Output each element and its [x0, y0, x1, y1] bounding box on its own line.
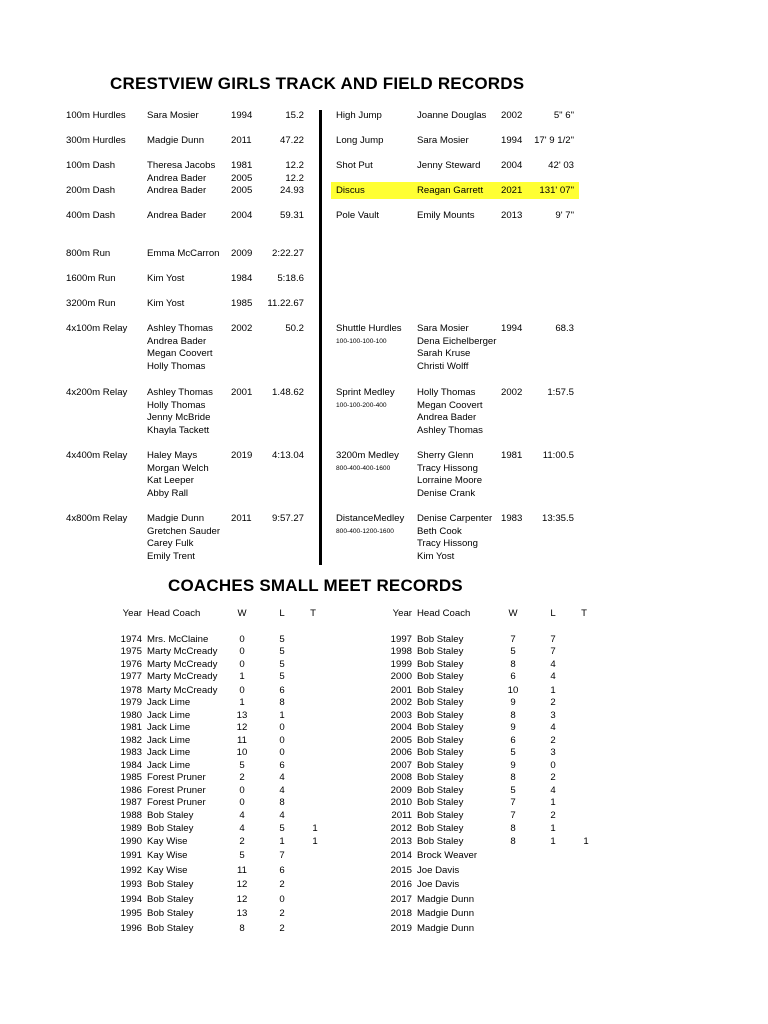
- coach-wins: 11: [237, 865, 247, 876]
- coach-wins: 5: [239, 760, 245, 771]
- coach-name: Madgie Dunn: [417, 908, 475, 919]
- event-name: Shot Put: [336, 160, 373, 171]
- coach-losses: 1: [279, 836, 285, 847]
- coach-wins: 0: [239, 659, 245, 670]
- event-label: 1600m Run: [66, 273, 116, 284]
- event-label: 100m Hurdles: [66, 110, 126, 121]
- coach-wins: 8: [510, 823, 516, 834]
- coach-header-l: L: [279, 608, 285, 619]
- coach-losses: 7: [550, 646, 556, 657]
- record-mark: 9:57.27: [271, 513, 304, 524]
- record-mark: 5" 6": [553, 110, 574, 121]
- event-split-distances: 800-400-400-1600: [336, 464, 391, 472]
- coach-wins: 2: [239, 836, 245, 847]
- coach-name: Bob Staley: [417, 646, 464, 657]
- coach-wins: 4: [239, 810, 245, 821]
- coach-year: 1985: [120, 772, 142, 783]
- coach-wins: 9: [510, 760, 516, 771]
- coach-name: Joe Davis: [417, 865, 460, 876]
- record-mark: 13:35.5: [541, 513, 574, 524]
- coach-year: 1979: [120, 697, 142, 708]
- coach-name: Marty McCready: [147, 659, 218, 670]
- coach-name: Bob Staley: [417, 747, 464, 758]
- coach-name: Bob Staley: [417, 659, 464, 670]
- athlete-names: Andrea Bader: [147, 185, 207, 196]
- record-year: 2013: [501, 210, 523, 221]
- coach-losses: 0: [279, 722, 285, 733]
- coach-name: Bob Staley: [147, 879, 194, 890]
- coach-year: 1988: [120, 810, 142, 821]
- event-split-distances: 100-100-100-100: [336, 337, 387, 345]
- event-label: [336, 450, 399, 475]
- record-mark: 131' 07": [539, 185, 574, 196]
- coach-name: Madgie Dunn: [417, 923, 475, 934]
- record-mark: 59.31: [279, 210, 304, 221]
- coach-wins: 5: [239, 850, 245, 861]
- record-year: 2004: [501, 160, 523, 171]
- event-label: 4x800m Relay: [66, 513, 128, 524]
- coach-losses: 4: [279, 810, 285, 821]
- coach-name: Forest Pruner: [147, 772, 206, 783]
- event-name: Pole Vault: [336, 210, 380, 221]
- record-year: 1985: [231, 298, 253, 309]
- coach-wins: 10: [236, 747, 248, 758]
- coach-name: Bob Staley: [417, 797, 464, 808]
- athlete-names: Emma McCarron: [147, 248, 220, 259]
- coach-name: Brock Weaver: [417, 850, 478, 861]
- coach-wins: 8: [510, 710, 516, 721]
- coach-losses: 7: [279, 850, 285, 861]
- event-label: [336, 387, 395, 412]
- coach-losses: 6: [279, 865, 285, 876]
- coach-wins: 7: [510, 797, 516, 808]
- coach-name: Jack Lime: [147, 722, 191, 733]
- event-name: 3200m Medley: [336, 450, 399, 461]
- event-label: [336, 160, 373, 173]
- coach-losses: 5: [279, 671, 285, 682]
- coach-name: Bob Staley: [417, 810, 464, 821]
- athlete-names: Sara Mosier Dena Eichelberger Sarah Kruse Christi Wolff: [417, 323, 497, 372]
- coach-year: 1995: [120, 908, 142, 919]
- coach-year: 2009: [390, 785, 412, 796]
- coach-wins: 8: [510, 836, 516, 847]
- coach-wins: 10: [507, 685, 519, 696]
- coach-year: 2001: [390, 685, 412, 696]
- athlete-names: Kim Yost: [147, 298, 185, 309]
- coach-losses: 0: [279, 735, 285, 746]
- coach-year: 2008: [390, 772, 412, 783]
- record-mark: 15.2: [285, 110, 304, 121]
- coach-losses: 5: [279, 659, 285, 670]
- coach-name: Bob Staley: [417, 697, 464, 708]
- coach-year: 1993: [120, 879, 142, 890]
- record-mark: 1.48.62: [271, 387, 304, 398]
- coach-year: 2019: [390, 923, 412, 934]
- coach-year: 2000: [390, 671, 412, 682]
- coach-year: 1983: [120, 747, 142, 758]
- record-mark: 12.2 12.2: [285, 160, 304, 184]
- coach-wins: 8: [239, 923, 245, 934]
- event-split-distances: 100-100-200-400: [336, 401, 387, 409]
- coach-losses: 8: [279, 697, 285, 708]
- coach-losses: 1: [279, 710, 285, 721]
- coach-year: 1991: [120, 850, 142, 861]
- coach-year: 1997: [390, 634, 412, 645]
- coach-header-t: T: [581, 608, 587, 619]
- athlete-names: Reagan Garrett: [417, 185, 484, 196]
- coach-name: Jack Lime: [147, 735, 191, 746]
- coach-year: 1980: [120, 710, 142, 721]
- coaches-title: COACHES SMALL MEET RECORDS: [168, 576, 463, 595]
- coach-name: Joe Davis: [417, 879, 460, 890]
- coach-wins: 8: [510, 659, 516, 670]
- coach-wins: 12: [236, 879, 248, 890]
- record-mark: 1:57.5: [547, 387, 574, 398]
- coach-name: Bob Staley: [417, 772, 464, 783]
- coach-losses: 1: [550, 823, 556, 834]
- coach-year: 2003: [390, 710, 412, 721]
- coach-losses: 0: [279, 894, 285, 905]
- coach-name: Bob Staley: [417, 823, 464, 834]
- coach-year: 2014: [390, 850, 412, 861]
- record-year: 2021: [501, 185, 523, 196]
- coach-losses: 5: [279, 823, 285, 834]
- event-label: 3200m Run: [66, 298, 116, 309]
- coach-year: 2011: [391, 810, 412, 821]
- coach-year: 2018: [390, 908, 412, 919]
- coach-wins: 12: [236, 722, 248, 733]
- coach-name: Bob Staley: [417, 760, 464, 771]
- event-name: Sprint Medley: [336, 387, 395, 398]
- event-split-distances: 800-400-1200-1600: [336, 527, 394, 535]
- coach-wins: 7: [510, 810, 516, 821]
- coach-losses: 1: [550, 836, 556, 847]
- event-label: [336, 110, 382, 123]
- coach-wins: 12: [236, 894, 248, 905]
- coach-name: Bob Staley: [417, 722, 464, 733]
- coach-losses: 4: [279, 772, 285, 783]
- record-year: 1984: [231, 273, 253, 284]
- coach-losses: 5: [279, 646, 285, 657]
- record-mark: 50.2: [285, 323, 304, 334]
- athlete-names: Emily Mounts: [417, 210, 475, 221]
- coach-year: 1981: [120, 722, 142, 733]
- coach-year: 1999: [390, 659, 412, 670]
- coach-name: Bob Staley: [147, 923, 194, 934]
- coach-name: Forest Pruner: [147, 797, 206, 808]
- coach-wins: 6: [510, 735, 516, 746]
- coach-wins: 5: [510, 646, 516, 657]
- coach-year: 1978: [120, 685, 142, 696]
- coach-name: Madgie Dunn: [417, 894, 475, 905]
- event-label: 200m Dash: [66, 185, 116, 196]
- event-label: 4x200m Relay: [66, 387, 128, 398]
- record-mark: 11.22.67: [267, 298, 304, 309]
- record-mark: 24.93: [279, 185, 304, 196]
- coach-year: 2015: [390, 865, 412, 876]
- coach-name: Jack Lime: [147, 760, 191, 771]
- record-year: 1983: [501, 513, 523, 524]
- coach-losses: 2: [550, 772, 556, 783]
- coach-year: 2007: [390, 760, 412, 771]
- record-mark: 11:00.5: [542, 450, 574, 461]
- coach-losses: 4: [550, 722, 556, 733]
- coach-year: 2002: [390, 697, 412, 708]
- coach-year: 1987: [120, 797, 142, 808]
- athlete-names: Andrea Bader: [147, 210, 207, 221]
- record-year: 2011: [231, 513, 252, 524]
- coach-wins: 2: [239, 772, 245, 783]
- athlete-names: Ashley Thomas Andrea Bader Megan Coovert Holly Thomas: [147, 323, 213, 372]
- athlete-names: Theresa Jacobs Andrea Bader: [147, 160, 216, 184]
- coach-wins: 5: [510, 785, 516, 796]
- coach-wins: 9: [510, 722, 516, 733]
- coach-year: 2010: [390, 797, 412, 808]
- coach-losses: 7: [550, 634, 556, 645]
- coach-wins: 6: [510, 671, 516, 682]
- coach-losses: 4: [279, 785, 285, 796]
- coach-losses: 8: [279, 797, 285, 808]
- coach-losses: 1: [550, 685, 556, 696]
- coach-losses: 6: [279, 760, 285, 771]
- coach-header-t: T: [310, 608, 316, 619]
- page-title: CRESTVIEW GIRLS TRACK AND FIELD RECORDS: [110, 74, 525, 93]
- coach-header-year: Year: [122, 608, 142, 619]
- record-year: 2002: [501, 387, 523, 398]
- record-mark: 47.22: [279, 135, 304, 146]
- coach-year: 2013: [390, 836, 412, 847]
- coach-year: 1976: [120, 659, 142, 670]
- coach-year: 1984: [120, 760, 142, 771]
- record-year: 1994: [231, 110, 253, 121]
- coach-wins: 0: [239, 646, 245, 657]
- athlete-names: Holly Thomas Megan Coovert Andrea Bader Ashley Thomas: [417, 387, 483, 436]
- coach-year: 1974: [120, 634, 142, 645]
- coach-losses: 0: [550, 760, 556, 771]
- event-label: [336, 185, 365, 198]
- record-year: 2004: [231, 210, 253, 221]
- coach-losses: 2: [550, 810, 556, 821]
- coach-year: 1992: [120, 865, 142, 876]
- record-year: 2002: [231, 323, 253, 334]
- coach-wins: 1: [239, 697, 245, 708]
- coach-name: Forest Pruner: [147, 785, 206, 796]
- coach-year: 2017: [390, 894, 412, 905]
- record-mark: 4:13.04: [271, 450, 304, 461]
- coach-name: Bob Staley: [417, 836, 464, 847]
- coach-losses: 2: [279, 879, 285, 890]
- athlete-names: Kim Yost: [147, 273, 185, 284]
- event-label: [336, 513, 404, 538]
- coach-losses: 4: [550, 785, 556, 796]
- coach-name: Kay Wise: [147, 850, 188, 861]
- coach-wins: 9: [510, 697, 516, 708]
- record-year: 1981: [501, 450, 523, 461]
- coach-losses: 6: [279, 685, 285, 696]
- coach-name: Bob Staley: [147, 823, 194, 834]
- coach-losses: 0: [279, 747, 285, 758]
- event-label: 400m Dash: [66, 210, 116, 221]
- athlete-names: Sara Mosier: [417, 135, 469, 146]
- coach-losses: 3: [550, 747, 556, 758]
- coach-year: 1994: [120, 894, 142, 905]
- coach-name: Bob Staley: [417, 671, 464, 682]
- athlete-names: Madgie Dunn Gretchen Sauder Carey Fulk Emily Trent: [147, 513, 221, 562]
- coach-name: Marty McCready: [147, 646, 218, 657]
- coach-ties: 1: [312, 836, 318, 847]
- coach-name: Bob Staley: [417, 685, 464, 696]
- record-mark: 5:18.6: [277, 273, 304, 284]
- coach-losses: 2: [279, 908, 285, 919]
- coach-year: 2016: [390, 879, 412, 890]
- coach-name: Bob Staley: [147, 894, 194, 905]
- event-name: Shuttle Hurdles: [336, 323, 402, 334]
- record-mark: 68.3: [555, 323, 574, 334]
- coach-losses: 3: [550, 710, 556, 721]
- event-name: Long Jump: [336, 135, 384, 146]
- coach-name: Mrs. McClaine: [147, 634, 209, 645]
- event-label: [336, 135, 383, 148]
- event-name: High Jump: [336, 110, 382, 121]
- coach-losses: 2: [550, 697, 556, 708]
- coach-wins: 13: [236, 908, 248, 919]
- event-label: [336, 210, 379, 223]
- coach-header-year: Year: [392, 608, 412, 619]
- event-name: Discus: [336, 185, 365, 196]
- column-divider: [319, 110, 322, 565]
- coach-header-coach: Head Coach: [147, 608, 201, 619]
- coach-ties: 1: [312, 823, 318, 834]
- coach-wins: 0: [239, 785, 245, 796]
- coach-name: Bob Staley: [417, 634, 464, 645]
- record-year: 2009: [231, 248, 253, 259]
- coach-header-w: W: [508, 608, 518, 619]
- coach-wins: 4: [239, 823, 245, 834]
- coach-year: 2012: [390, 823, 412, 834]
- coach-wins: 5: [510, 747, 516, 758]
- record-year: 1981 2005: [231, 160, 253, 184]
- coach-losses: 2: [550, 735, 556, 746]
- athlete-names: Joanne Douglas: [417, 110, 487, 121]
- coach-wins: 1: [239, 671, 245, 682]
- coach-losses: 1: [550, 797, 556, 808]
- coach-year: 1998: [390, 646, 412, 657]
- coach-year: 2005: [390, 735, 412, 746]
- record-year: 1994: [501, 135, 523, 146]
- coach-name: Jack Lime: [147, 710, 191, 721]
- coach-name: Jack Lime: [147, 697, 191, 708]
- athlete-names: Jenny Steward: [417, 160, 481, 171]
- coach-name: Bob Staley: [417, 735, 464, 746]
- coach-name: Bob Staley: [417, 785, 464, 796]
- record-year: 2002: [501, 110, 523, 121]
- coach-year: 1986: [120, 785, 142, 796]
- event-label: [336, 323, 402, 348]
- event-label: 300m Hurdles: [66, 135, 126, 146]
- coach-year: 1996: [120, 923, 142, 934]
- coach-year: 2006: [390, 747, 412, 758]
- coach-losses: 2: [279, 923, 285, 934]
- coach-wins: 13: [236, 710, 248, 721]
- coach-name: Bob Staley: [417, 710, 464, 721]
- coach-name: Jack Lime: [147, 747, 191, 758]
- coach-year: 1975: [120, 646, 142, 657]
- coach-year: 1977: [120, 671, 142, 682]
- record-mark: 2:22.27: [271, 248, 304, 259]
- coach-year: 1982: [120, 735, 142, 746]
- record-year: 2001: [231, 387, 253, 398]
- event-label: 4x400m Relay: [66, 450, 128, 461]
- record-year: 1994: [501, 323, 523, 334]
- coach-name: Kay Wise: [147, 836, 188, 847]
- coach-name: Marty McCready: [147, 685, 218, 696]
- coach-year: 1989: [120, 823, 142, 834]
- coach-wins: 0: [239, 634, 245, 645]
- coach-name: Bob Staley: [147, 908, 194, 919]
- record-year: 2011: [231, 135, 252, 146]
- coach-wins: 11: [237, 735, 247, 746]
- coach-losses: 4: [550, 659, 556, 670]
- record-year: 2019: [231, 450, 253, 461]
- coach-ties: 1: [583, 836, 589, 847]
- event-label: 100m Dash: [66, 160, 116, 171]
- coach-wins: 8: [510, 772, 516, 783]
- coach-losses: 4: [550, 671, 556, 682]
- athlete-names: Sara Mosier: [147, 110, 199, 121]
- record-mark: 9' 7": [555, 210, 574, 221]
- coach-wins: 7: [510, 634, 516, 645]
- coach-header-w: W: [237, 608, 247, 619]
- coach-year: 2004: [390, 722, 412, 733]
- athlete-names: Denise Carpenter Beth Cook Tracy Hissong Kim Yost: [417, 513, 493, 562]
- record-mark: 42' 03: [548, 160, 574, 171]
- coach-name: Bob Staley: [147, 810, 194, 821]
- record-year: 2005: [231, 185, 253, 196]
- coach-name: Kay Wise: [147, 865, 188, 876]
- athlete-names: Ashley Thomas Holly Thomas Jenny McBride Khayla Tackett: [147, 387, 213, 436]
- coach-losses: 5: [279, 634, 285, 645]
- event-label: 800m Run: [66, 248, 111, 259]
- athlete-names: Madgie Dunn: [147, 135, 205, 146]
- coach-wins: 0: [239, 797, 245, 808]
- coach-name: Marty McCready: [147, 671, 218, 682]
- athlete-names: Sherry Glenn Tracy Hissong Lorraine Moore Denise Crank: [417, 450, 483, 499]
- athlete-names: Haley Mays Morgan Welch Kat Leeper Abby Rall: [147, 450, 209, 499]
- event-name: DistanceMedley: [336, 513, 405, 524]
- record-mark: 17' 9 1/2": [534, 135, 574, 146]
- coach-wins: 0: [239, 685, 245, 696]
- event-label: 4x100m Relay: [66, 323, 128, 334]
- coach-header-coach: Head Coach: [417, 608, 471, 619]
- coach-header-l: L: [550, 608, 556, 619]
- coach-year: 1990: [120, 836, 142, 847]
